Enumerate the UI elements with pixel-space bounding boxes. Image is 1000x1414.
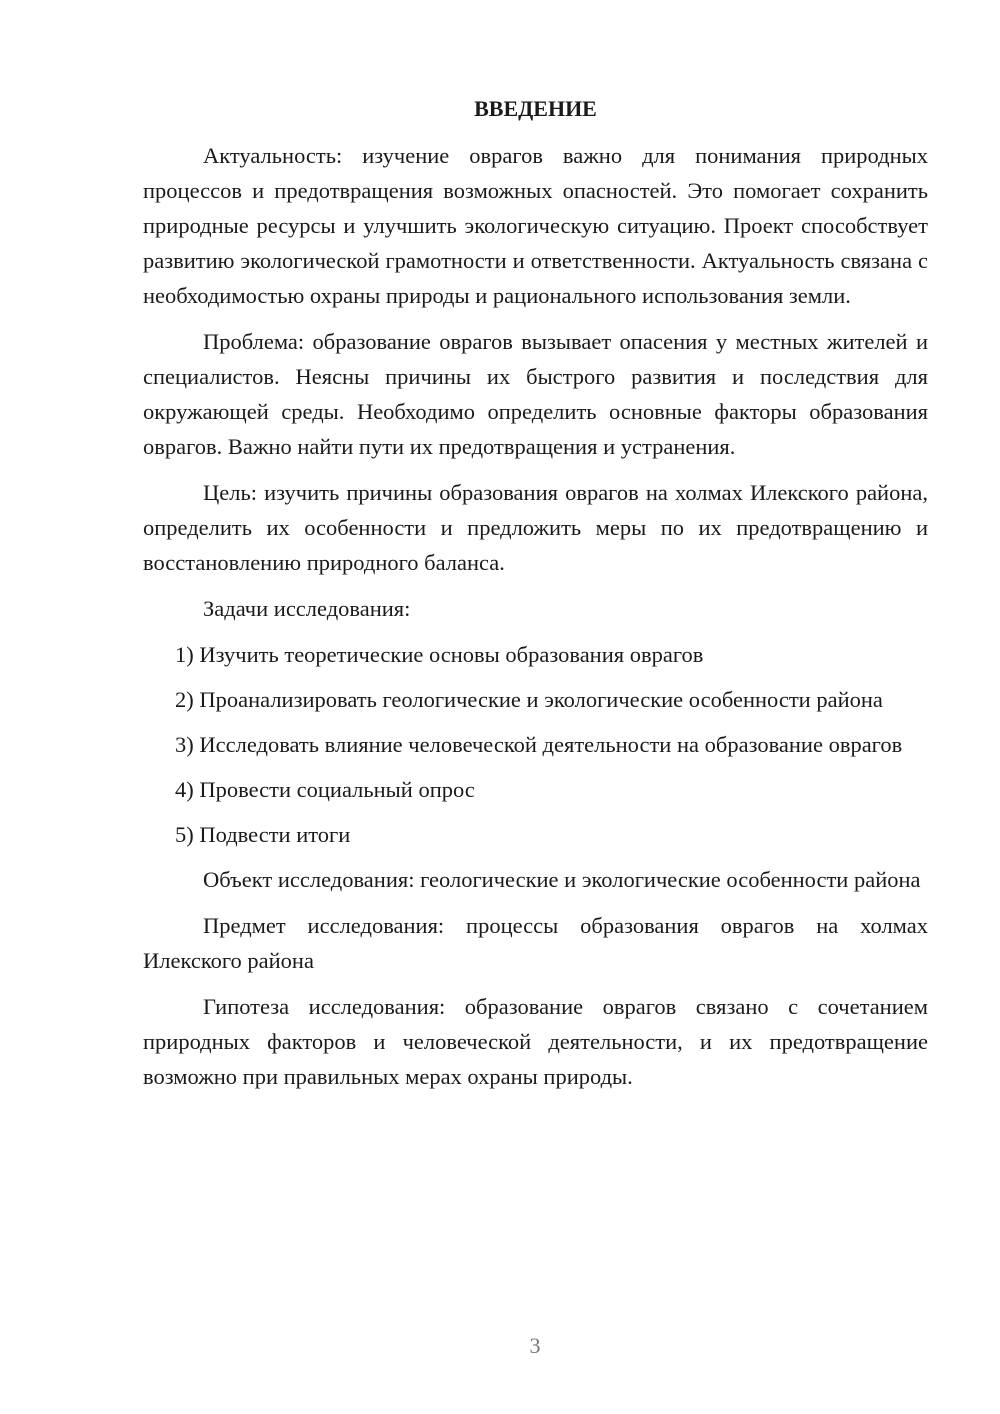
relevance-paragraph: Актуальность: изучение оврагов важно для понимания природных процессов и предотвращения возможных опасностей. Это помогает сохранить природные ресурсы и улучшить экологическую ситуацию. Проект способствует развитию экологической грамотности и ответственности. Актуальность связана с необходимостью охраны природы и рационального использования земли. [143, 143, 928, 308]
hypothesis-paragraph: Гипотеза исследования: образование оврагов связано с сочетанием природных факторов и человеческой деятельности, и их предотвращение возможно при правильных мерах охраны природы. [143, 994, 928, 1089]
problem-paragraph: Проблема: образование оврагов вызывает опасения у местных жителей и специалистов. Неясны причины их быстрого развития и последствия для окружающей среды. Необходимо определить основные факторы образования оврагов. Важно найти пути их предотвращения и устранения. [143, 329, 928, 459]
subject-paragraph: Предмет исследования: процессы образования оврагов на холмах Илекского района [143, 913, 928, 973]
task-item-4: 4) Провести социальный опрос [175, 777, 475, 802]
goal-paragraph: Цель: изучить причины образования оврагов на холмах Илекского района, определить их особенности и предложить меры по их предотвращению и восстановлению природного баланса. [143, 480, 928, 575]
task-item-1: 1) Изучить теоретические основы образования оврагов [175, 642, 704, 667]
tasks-heading: Задачи исследования: [203, 596, 411, 621]
task-item-2: 2) Проанализировать геологические и экологические особенности района [175, 687, 883, 712]
section-title: ВВЕДЕНИЕ [474, 96, 597, 121]
object-paragraph: Объект исследования: геологические и экологические особенности района [203, 867, 921, 892]
task-item-3: 3) Исследовать влияние человеческой деятельности на образование оврагов [175, 732, 903, 757]
page-number: 3 [529, 1333, 541, 1358]
document-page [143, 94, 928, 1105]
task-item-5: 5) Подвести итоги [175, 822, 351, 847]
